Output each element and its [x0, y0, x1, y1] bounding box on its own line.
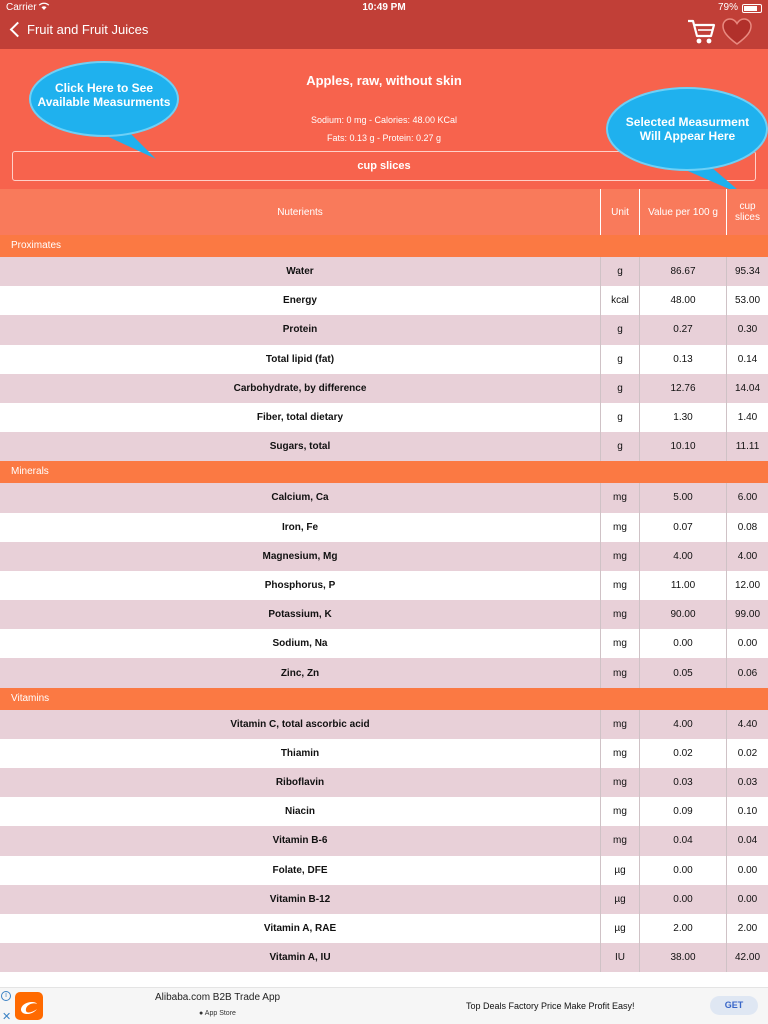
ad-store — [199, 1010, 236, 1017]
value-per-100g: 0.13 — [640, 345, 727, 374]
nutrient-name: Fiber, total dietary — [0, 403, 601, 432]
table-row — [0, 739, 768, 768]
battery-icon — [742, 4, 762, 13]
info-icon[interactable]: i — [1, 991, 11, 1001]
nutrient-name: Potassium, K — [0, 600, 601, 629]
nutrient-name: Iron, Fe — [0, 513, 601, 542]
nutrient-name: Sugars, total — [0, 432, 601, 461]
nutrient-unit: µg — [601, 914, 640, 943]
value-selected: 53.00 — [734, 295, 761, 307]
value-per-100g: 38.00 — [640, 943, 727, 972]
nutrient-unit: mg — [601, 600, 640, 629]
value-per-100g: 86.67 — [640, 257, 727, 286]
table-row — [0, 768, 768, 797]
table-row — [0, 286, 768, 315]
nutrient-name: Vitamin A, RAE — [0, 914, 601, 943]
value-selected: 99.00 — [734, 609, 761, 621]
value-selected: 6.00 — [737, 492, 758, 504]
section-header: Minerals — [0, 461, 768, 483]
nutrient-name: Total lipid (fat) — [0, 345, 601, 374]
apple-icon: ● — [199, 1010, 205, 1017]
value-selected: 0.00 — [737, 638, 758, 650]
nutrient-name: Riboflavin — [0, 768, 601, 797]
value-per-100g: 0.07 — [640, 513, 727, 542]
value-per-100g: 0.00 — [640, 629, 727, 658]
value-selected: 4.00 — [737, 550, 758, 562]
nutrient-name: Magnesium, Mg — [0, 542, 601, 571]
nutrient-name: Energy — [0, 286, 601, 315]
value-per-100g: 5.00 — [640, 483, 727, 512]
value-selected: 0.06 — [737, 667, 758, 679]
nutrient-name: Folate, DFE — [0, 856, 601, 885]
nutrient-unit: g — [601, 315, 640, 344]
table-row — [0, 943, 768, 972]
nutrient-name: Vitamin A, IU — [0, 943, 601, 972]
measurement-select-button[interactable]: cup slices — [12, 151, 756, 181]
nutrient-name: Protein — [0, 315, 601, 344]
table-row — [0, 710, 768, 739]
table-row — [0, 432, 768, 461]
food-stats-line1: Sodium: 0 mg - Calories: 48.00 KCal — [310, 115, 458, 125]
column-selected-line1: cup — [739, 201, 756, 212]
table-row — [0, 513, 768, 542]
value-per-100g: 10.10 — [640, 432, 727, 461]
tip-right-line1: Selected Measurment — [625, 115, 750, 129]
tip-left-line1: Click Here to See — [54, 81, 154, 95]
value-selected: 12.00 — [734, 579, 761, 591]
nutrient-unit: mg — [601, 571, 640, 600]
table-row — [0, 600, 768, 629]
nutrient-name: Carbohydrate, by difference — [0, 374, 601, 403]
table-row — [0, 797, 768, 826]
table-row — [0, 257, 768, 286]
value-selected: 1.40 — [737, 412, 758, 424]
value-per-100g: 48.00 — [640, 286, 727, 315]
value-selected: 11.11 — [735, 441, 760, 453]
value-selected: 0.00 — [737, 864, 758, 876]
nutrient-name: Vitamin B-6 — [0, 826, 601, 855]
ad-get-button[interactable]: GET — [710, 996, 758, 1015]
battery-percent: 79% — [717, 2, 738, 13]
table-row — [0, 374, 768, 403]
cart-icon[interactable] — [686, 18, 716, 46]
value-selected: 0.30 — [737, 324, 758, 336]
nutrient-unit: mg — [601, 826, 640, 855]
back-chevron-icon — [10, 22, 26, 38]
table-row — [0, 826, 768, 855]
nutrient-name: Niacin — [0, 797, 601, 826]
section-header: Proximates — [0, 235, 768, 257]
tip-left-line2: Available Measurments — [37, 95, 171, 109]
value-per-100g: 0.27 — [640, 315, 727, 344]
table-row — [0, 483, 768, 512]
table-row — [0, 658, 768, 687]
table-row — [0, 345, 768, 374]
nutrient-unit: mg — [601, 542, 640, 571]
nutrient-name: Vitamin C, total ascorbic acid — [0, 710, 601, 739]
alibaba-logo — [15, 992, 43, 1020]
food-title: Apples, raw, without skin — [306, 73, 462, 88]
nutrient-unit: mg — [601, 710, 640, 739]
column-selected-line2: slices — [734, 212, 760, 223]
food-stats-line2: Fats: 0.13 g - Protein: 0.27 g — [326, 133, 442, 143]
navigation-bar — [0, 16, 768, 49]
nutrient-unit: mg — [601, 513, 640, 542]
value-selected: 0.10 — [737, 806, 758, 818]
value-selected: 4.40 — [737, 718, 758, 730]
column-unit: Unit — [601, 189, 640, 235]
tip-bubble-selected — [603, 84, 768, 198]
table-row — [0, 629, 768, 658]
value-selected: 95.34 — [734, 266, 761, 278]
value-per-100g: 0.03 — [640, 768, 727, 797]
nutrient-name: Zinc, Zn — [0, 658, 601, 687]
nutrient-name: Water — [0, 257, 601, 286]
nutrient-name: Vitamin B-12 — [0, 885, 601, 914]
table-row — [0, 403, 768, 432]
value-selected: 42.00 — [734, 952, 761, 964]
nutrient-unit: g — [601, 257, 640, 286]
back-button-label: Fruit and Fruit Juices — [27, 22, 149, 37]
tip-right-line2: Will Appear Here — [639, 129, 736, 143]
nutrient-unit: g — [601, 403, 640, 432]
value-per-100g: 0.00 — [640, 856, 727, 885]
table-column-header — [0, 189, 768, 235]
value-per-100g: 2.00 — [640, 914, 727, 943]
value-per-100g: 4.00 — [640, 710, 727, 739]
table-row — [0, 315, 768, 344]
table-row — [0, 856, 768, 885]
nutrient-name: Phosphorus, P — [0, 571, 601, 600]
value-per-100g: 1.30 — [640, 403, 727, 432]
nutrient-unit: kcal — [601, 286, 640, 315]
column-nutrients: Nuterients — [0, 189, 601, 235]
table-row — [0, 914, 768, 943]
value-per-100g: 11.00 — [640, 571, 727, 600]
value-selected: 0.00 — [737, 893, 758, 905]
nutrient-unit: mg — [601, 739, 640, 768]
heart-icon[interactable] — [721, 17, 753, 47]
nutrient-unit: mg — [601, 797, 640, 826]
carrier-label: Carrier — [6, 2, 37, 13]
ad-banner[interactable] — [0, 987, 768, 1024]
status-bar — [0, 0, 768, 16]
close-icon[interactable]: ✕ — [2, 1011, 12, 1023]
ad-store-label: App Store — [204, 1010, 236, 1017]
nutrient-unit: mg — [601, 629, 640, 658]
value-selected: 0.08 — [737, 521, 758, 533]
value-per-100g: 4.00 — [640, 542, 727, 571]
value-per-100g: 0.05 — [640, 658, 727, 687]
nutrient-unit: µg — [601, 885, 640, 914]
nutrient-table — [0, 235, 768, 972]
nutrient-name: Calcium, Ca — [0, 483, 601, 512]
nutrient-unit: mg — [601, 483, 640, 512]
value-selected: 0.04 — [737, 835, 758, 847]
table-row — [0, 571, 768, 600]
value-per-100g: 0.00 — [640, 885, 727, 914]
nutrient-name: Sodium, Na — [0, 629, 601, 658]
section-header: Vitamins — [0, 688, 768, 710]
value-selected: 14.04 — [734, 382, 761, 394]
nutrient-unit: IU — [601, 943, 640, 972]
table-row — [0, 885, 768, 914]
back-button[interactable] — [8, 22, 148, 37]
tip-bubble-measurements — [28, 58, 188, 162]
nutrient-unit: g — [601, 345, 640, 374]
nutrient-unit: mg — [601, 658, 640, 687]
nutrient-unit: µg — [601, 856, 640, 885]
column-per100: Value per 100 g — [640, 189, 727, 235]
value-per-100g: 0.09 — [640, 797, 727, 826]
ad-tagline: Top Deals Factory Price Make Profit Easy! — [466, 1001, 635, 1011]
nutrient-name: Thiamin — [0, 739, 601, 768]
value-per-100g: 0.02 — [640, 739, 727, 768]
nutrient-unit: mg — [601, 768, 640, 797]
value-selected: 0.02 — [737, 747, 758, 759]
status-time: 10:49 PM — [362, 2, 406, 13]
ad-title: Alibaba.com B2B Trade App — [155, 992, 281, 1003]
value-selected: 0.14 — [737, 353, 758, 365]
table-row — [0, 542, 768, 571]
value-selected: 0.03 — [737, 777, 758, 789]
value-per-100g: 12.76 — [640, 374, 727, 403]
nutrient-unit: g — [601, 374, 640, 403]
nutrient-unit: g — [601, 432, 640, 461]
value-per-100g: 0.04 — [640, 826, 727, 855]
value-selected: 2.00 — [737, 923, 758, 935]
column-selected — [727, 189, 768, 235]
value-per-100g: 90.00 — [640, 600, 727, 629]
